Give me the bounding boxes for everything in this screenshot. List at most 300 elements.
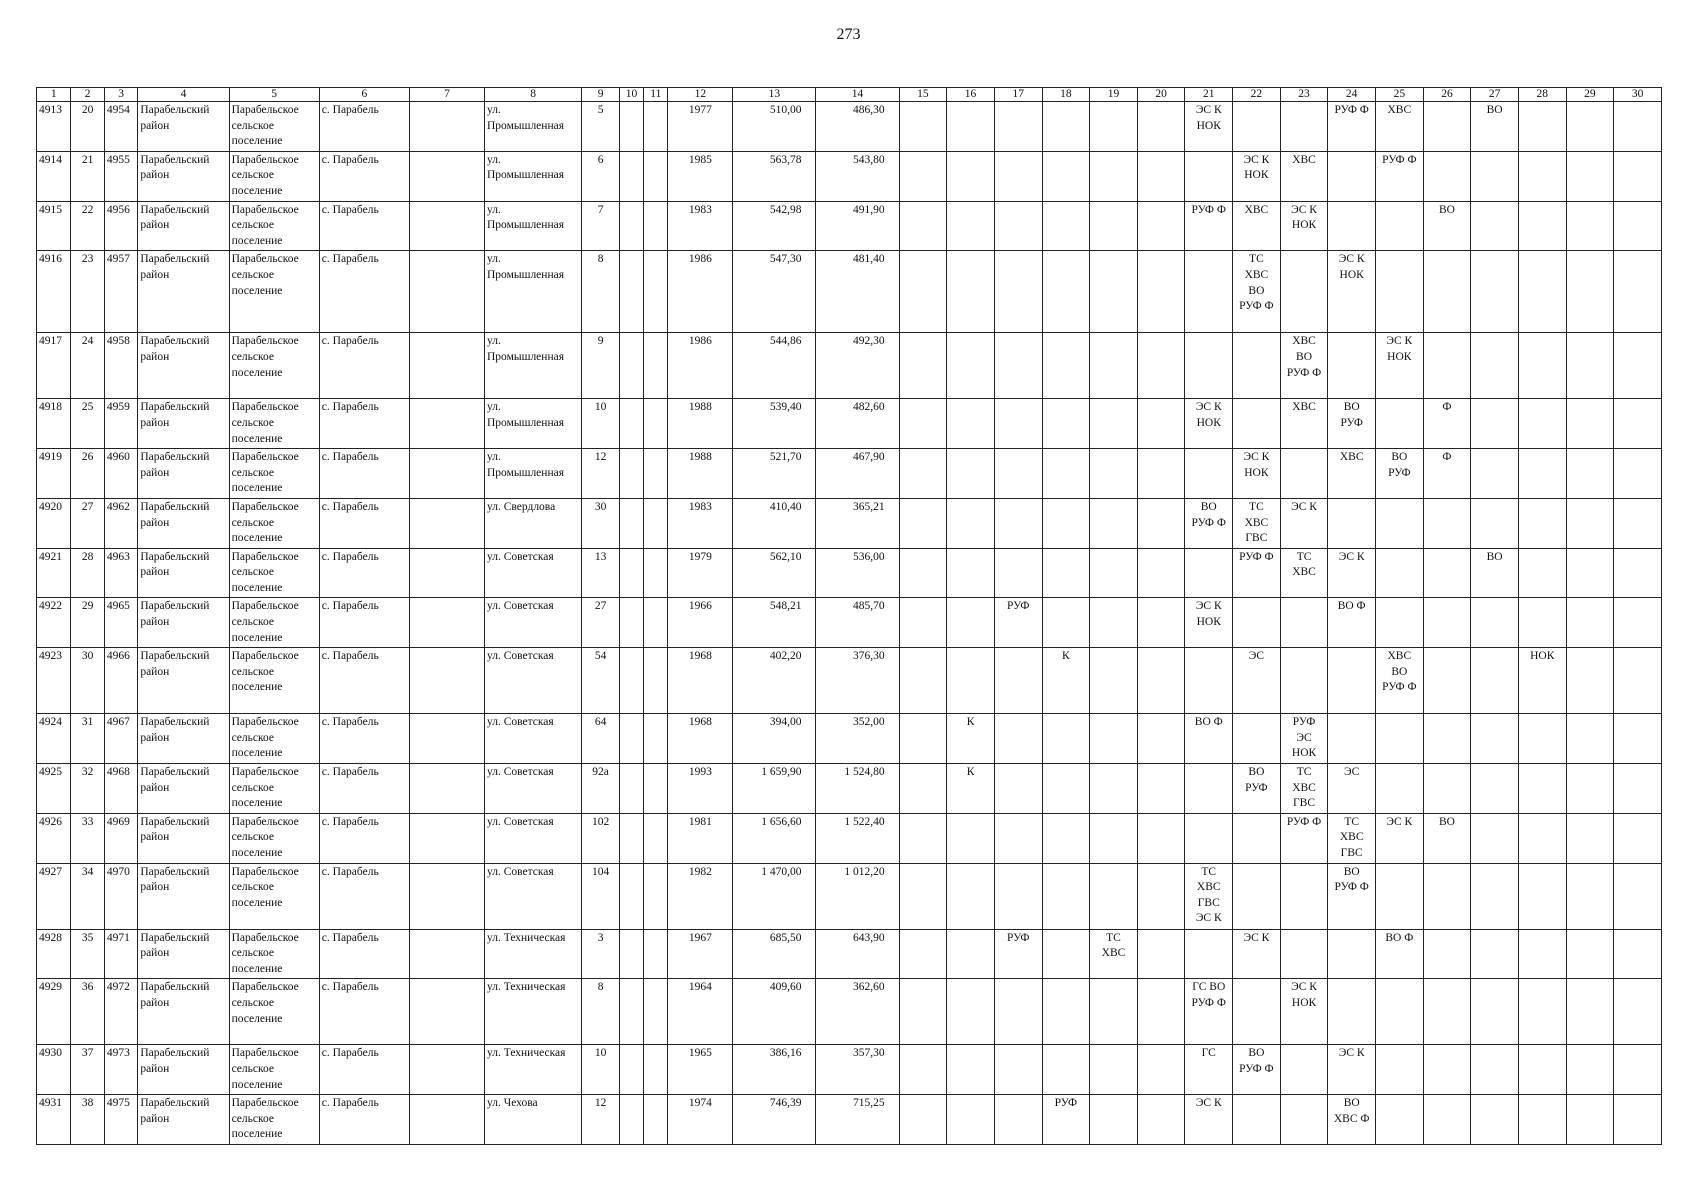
column-header-29: 29 (1566, 88, 1614, 102)
cell-col-19 (1090, 449, 1138, 499)
cell-col-11 (644, 151, 668, 201)
cell-col-27 (1471, 151, 1519, 201)
cell-col-12: 1964 (668, 979, 733, 1045)
cell-col-23 (1280, 1045, 1328, 1095)
cell-col-16 (947, 201, 995, 251)
cell-col-19 (1090, 333, 1138, 399)
cell-col-26 (1423, 648, 1471, 714)
cell-col-17 (994, 449, 1042, 499)
cell-col-17 (994, 648, 1042, 714)
cell-col-24 (1328, 201, 1376, 251)
cell-col-18 (1042, 151, 1090, 201)
column-header-7: 7 (410, 88, 485, 102)
cell-col-5: Парабельское сельское поселение (229, 764, 319, 814)
cell-col-14: 467,90 (816, 449, 899, 499)
cell-col-3: 4958 (104, 333, 137, 399)
cell-col-26 (1423, 598, 1471, 648)
cell-col-20 (1137, 102, 1185, 152)
cell-col-13: 548,21 (733, 598, 816, 648)
cell-col-5: Парабельское сельское поселение (229, 929, 319, 979)
cell-col-9: 104 (582, 863, 620, 929)
cell-col-30 (1614, 764, 1662, 814)
cell-col-17 (994, 1045, 1042, 1095)
cell-col-29 (1566, 764, 1614, 814)
cell-col-8: ул. Техническая (485, 1045, 582, 1095)
cell-col-2: 30 (71, 648, 104, 714)
cell-col-29 (1566, 813, 1614, 863)
cell-col-17 (994, 102, 1042, 152)
cell-col-1: 4923 (37, 648, 71, 714)
cell-col-8: ул. Промышленная (485, 102, 582, 152)
cell-col-24: ЭС К (1328, 548, 1376, 598)
cell-col-5: Парабельское сельское поселение (229, 102, 319, 152)
cell-col-28 (1518, 333, 1566, 399)
cell-col-14: 536,00 (816, 548, 899, 598)
cell-col-22: ЭС (1233, 648, 1281, 714)
cell-col-13: 542,98 (733, 201, 816, 251)
column-header-10: 10 (619, 88, 643, 102)
cell-col-2: 29 (71, 598, 104, 648)
cell-col-28 (1518, 764, 1566, 814)
cell-col-29 (1566, 449, 1614, 499)
cell-col-25 (1376, 764, 1424, 814)
cell-col-29 (1566, 201, 1614, 251)
column-header-12: 12 (668, 88, 733, 102)
cell-col-19 (1090, 979, 1138, 1045)
cell-col-26 (1423, 151, 1471, 201)
cell-col-4: Парабельский район (138, 498, 229, 548)
cell-col-15 (899, 548, 947, 598)
table-row (37, 102, 1662, 152)
cell-col-15 (899, 813, 947, 863)
cell-col-26: ВО (1423, 813, 1471, 863)
cell-col-13: 510,00 (733, 102, 816, 152)
cell-col-13: 547,30 (733, 251, 816, 333)
cell-col-4: Парабельский район (138, 251, 229, 333)
cell-col-6: с. Парабель (319, 598, 409, 648)
cell-col-9: 5 (582, 102, 620, 152)
cell-col-10 (619, 498, 643, 548)
cell-col-28 (1518, 714, 1566, 764)
cell-col-20 (1137, 498, 1185, 548)
cell-col-20 (1137, 648, 1185, 714)
cell-col-26 (1423, 498, 1471, 548)
cell-col-24 (1328, 333, 1376, 399)
cell-col-8: ул. Советская (485, 863, 582, 929)
cell-col-29 (1566, 399, 1614, 449)
cell-col-10 (619, 979, 643, 1045)
cell-col-15 (899, 251, 947, 333)
cell-col-18 (1042, 251, 1090, 333)
cell-col-10 (619, 714, 643, 764)
cell-col-11 (644, 251, 668, 333)
cell-col-7 (410, 498, 485, 548)
cell-col-19 (1090, 714, 1138, 764)
cell-col-15 (899, 598, 947, 648)
cell-col-13: 394,00 (733, 714, 816, 764)
cell-col-28 (1518, 598, 1566, 648)
cell-col-18 (1042, 1045, 1090, 1095)
table-row (37, 598, 1662, 648)
cell-col-10 (619, 333, 643, 399)
cell-col-5: Парабельское сельское поселение (229, 151, 319, 201)
column-header-23: 23 (1280, 88, 1328, 102)
cell-col-24 (1328, 979, 1376, 1045)
cell-col-22: ХВС (1233, 201, 1281, 251)
table-row (37, 813, 1662, 863)
cell-col-30 (1614, 1095, 1662, 1145)
cell-col-6: с. Парабель (319, 498, 409, 548)
cell-col-16: К (947, 714, 995, 764)
cell-col-14: 485,70 (816, 598, 899, 648)
cell-col-21 (1185, 764, 1233, 814)
table-row (37, 863, 1662, 929)
cell-col-26: Ф (1423, 399, 1471, 449)
table-row (37, 399, 1662, 449)
cell-col-18 (1042, 598, 1090, 648)
cell-col-15 (899, 102, 947, 152)
cell-col-23: ЭС К (1280, 498, 1328, 548)
cell-col-4: Парабельский район (138, 102, 229, 152)
cell-col-10 (619, 251, 643, 333)
table-row (37, 929, 1662, 979)
cell-col-15 (899, 764, 947, 814)
column-header-4: 4 (138, 88, 229, 102)
table-row (37, 251, 1662, 333)
cell-col-1: 4925 (37, 764, 71, 814)
cell-col-20 (1137, 979, 1185, 1045)
cell-col-11 (644, 333, 668, 399)
cell-col-22: ТС ХВС ВО РУФ Ф (1233, 251, 1281, 333)
cell-col-1: 4913 (37, 102, 71, 152)
cell-col-21: ВО РУФ Ф (1185, 498, 1233, 548)
cell-col-28 (1518, 151, 1566, 201)
cell-col-9: 10 (582, 1045, 620, 1095)
cell-col-30 (1614, 449, 1662, 499)
cell-col-11 (644, 714, 668, 764)
cell-col-12: 1986 (668, 251, 733, 333)
cell-col-30 (1614, 648, 1662, 714)
cell-col-11 (644, 498, 668, 548)
cell-col-27 (1471, 813, 1519, 863)
cell-col-3: 4962 (104, 498, 137, 548)
cell-col-11 (644, 102, 668, 152)
cell-col-14: 492,30 (816, 333, 899, 399)
cell-col-22 (1233, 598, 1281, 648)
cell-col-6: с. Парабель (319, 449, 409, 499)
column-header-19: 19 (1090, 88, 1138, 102)
cell-col-1: 4931 (37, 1095, 71, 1145)
cell-col-17 (994, 201, 1042, 251)
cell-col-30 (1614, 1045, 1662, 1095)
cell-col-11 (644, 648, 668, 714)
cell-col-29 (1566, 598, 1614, 648)
cell-col-13: 410,40 (733, 498, 816, 548)
cell-col-28 (1518, 251, 1566, 333)
cell-col-27 (1471, 449, 1519, 499)
cell-col-16 (947, 333, 995, 399)
cell-col-15 (899, 498, 947, 548)
cell-col-15 (899, 333, 947, 399)
cell-col-7 (410, 764, 485, 814)
cell-col-1: 4921 (37, 548, 71, 598)
cell-col-4: Парабельский район (138, 929, 229, 979)
cell-col-30 (1614, 251, 1662, 333)
cell-col-16 (947, 813, 995, 863)
cell-col-12: 1993 (668, 764, 733, 814)
cell-col-6: с. Парабель (319, 548, 409, 598)
cell-col-10 (619, 863, 643, 929)
cell-col-30 (1614, 863, 1662, 929)
cell-col-16 (947, 1045, 995, 1095)
cell-col-2: 37 (71, 1045, 104, 1095)
cell-col-8: ул. Советская (485, 598, 582, 648)
cell-col-4: Парабельский район (138, 201, 229, 251)
cell-col-6: с. Парабель (319, 764, 409, 814)
cell-col-7 (410, 399, 485, 449)
cell-col-11 (644, 1095, 668, 1145)
cell-col-16 (947, 102, 995, 152)
cell-col-3: 4960 (104, 449, 137, 499)
cell-col-7 (410, 151, 485, 201)
cell-col-16 (947, 548, 995, 598)
column-header-30: 30 (1614, 88, 1662, 102)
table-row (37, 151, 1662, 201)
cell-col-25 (1376, 399, 1424, 449)
cell-col-19 (1090, 498, 1138, 548)
cell-col-4: Парабельский район (138, 979, 229, 1045)
cell-col-22 (1233, 714, 1281, 764)
cell-col-24: ТС ХВС ГВС (1328, 813, 1376, 863)
column-header-8: 8 (485, 88, 582, 102)
cell-col-20 (1137, 201, 1185, 251)
cell-col-9: 30 (582, 498, 620, 548)
cell-col-29 (1566, 979, 1614, 1045)
cell-col-9: 12 (582, 1095, 620, 1145)
cell-col-11 (644, 598, 668, 648)
cell-col-12: 1983 (668, 201, 733, 251)
cell-col-7 (410, 1045, 485, 1095)
cell-col-10 (619, 399, 643, 449)
cell-col-21: ЭС К (1185, 1095, 1233, 1145)
cell-col-7 (410, 813, 485, 863)
cell-col-27 (1471, 201, 1519, 251)
cell-col-25: ХВС ВО РУФ Ф (1376, 648, 1424, 714)
cell-col-18 (1042, 102, 1090, 152)
cell-col-18 (1042, 714, 1090, 764)
cell-col-29 (1566, 863, 1614, 929)
cell-col-14: 352,00 (816, 714, 899, 764)
cell-col-23 (1280, 1095, 1328, 1145)
cell-col-22: ЭС К НОК (1233, 449, 1281, 499)
cell-col-10 (619, 449, 643, 499)
cell-col-21: ГС ВО РУФ Ф (1185, 979, 1233, 1045)
cell-col-21 (1185, 813, 1233, 863)
cell-col-18 (1042, 548, 1090, 598)
cell-col-26 (1423, 863, 1471, 929)
cell-col-26 (1423, 333, 1471, 399)
cell-col-21 (1185, 151, 1233, 201)
cell-col-7 (410, 449, 485, 499)
cell-col-21 (1185, 449, 1233, 499)
cell-col-19 (1090, 598, 1138, 648)
table-row (37, 449, 1662, 499)
cell-col-23 (1280, 102, 1328, 152)
cell-col-14: 1 524,80 (816, 764, 899, 814)
cell-col-20 (1137, 764, 1185, 814)
cell-col-25 (1376, 1045, 1424, 1095)
cell-col-9: 9 (582, 333, 620, 399)
cell-col-30 (1614, 333, 1662, 399)
cell-col-4: Парабельский район (138, 333, 229, 399)
cell-col-1: 4926 (37, 813, 71, 863)
cell-col-23: ЭС К НОК (1280, 201, 1328, 251)
cell-col-6: с. Парабель (319, 648, 409, 714)
cell-col-16 (947, 648, 995, 714)
cell-col-25: ВО Ф (1376, 929, 1424, 979)
cell-col-18 (1042, 498, 1090, 548)
cell-col-9: 3 (582, 929, 620, 979)
cell-col-28 (1518, 1045, 1566, 1095)
cell-col-2: 23 (71, 251, 104, 333)
cell-col-23 (1280, 929, 1328, 979)
cell-col-21 (1185, 648, 1233, 714)
cell-col-12: 1986 (668, 333, 733, 399)
cell-col-16 (947, 863, 995, 929)
cell-col-10 (619, 1095, 643, 1145)
cell-col-6: с. Парабель (319, 813, 409, 863)
cell-col-22: ТС ХВС ГВС (1233, 498, 1281, 548)
cell-col-19: ТС ХВС (1090, 929, 1138, 979)
cell-col-17 (994, 764, 1042, 814)
cell-col-25 (1376, 863, 1424, 929)
cell-col-2: 34 (71, 863, 104, 929)
cell-col-14: 1 522,40 (816, 813, 899, 863)
cell-col-17 (994, 863, 1042, 929)
column-header-11: 11 (644, 88, 668, 102)
cell-col-10 (619, 1045, 643, 1095)
cell-col-21 (1185, 251, 1233, 333)
cell-col-17: РУФ (994, 598, 1042, 648)
cell-col-10 (619, 548, 643, 598)
cell-col-26 (1423, 102, 1471, 152)
cell-col-22: ЭС К (1233, 929, 1281, 979)
cell-col-18 (1042, 333, 1090, 399)
cell-col-3: 4973 (104, 1045, 137, 1095)
cell-col-27 (1471, 251, 1519, 333)
cell-col-14: 357,30 (816, 1045, 899, 1095)
cell-col-23: РУФ ЭС НОК (1280, 714, 1328, 764)
cell-col-17 (994, 1095, 1042, 1145)
cell-col-20 (1137, 449, 1185, 499)
cell-col-19 (1090, 151, 1138, 201)
column-header-27: 27 (1471, 88, 1519, 102)
cell-col-2: 36 (71, 979, 104, 1045)
cell-col-28 (1518, 929, 1566, 979)
cell-col-10 (619, 929, 643, 979)
cell-col-25: ЭС К НОК (1376, 333, 1424, 399)
cell-col-2: 21 (71, 151, 104, 201)
cell-col-13: 386,16 (733, 1045, 816, 1095)
cell-col-16: К (947, 764, 995, 814)
cell-col-3: 4969 (104, 813, 137, 863)
cell-col-7 (410, 333, 485, 399)
cell-col-5: Парабельское сельское поселение (229, 863, 319, 929)
table-row (37, 498, 1662, 548)
cell-col-25: ХВС (1376, 102, 1424, 152)
cell-col-22: ВО РУФ (1233, 764, 1281, 814)
cell-col-4: Парабельский район (138, 598, 229, 648)
cell-col-28 (1518, 399, 1566, 449)
cell-col-9: 12 (582, 449, 620, 499)
register-table (36, 87, 1662, 1145)
cell-col-13: 402,20 (733, 648, 816, 714)
cell-col-28 (1518, 813, 1566, 863)
cell-col-23: ТС ХВС (1280, 548, 1328, 598)
cell-col-1: 4924 (37, 714, 71, 764)
cell-col-12: 1968 (668, 714, 733, 764)
cell-col-7 (410, 598, 485, 648)
cell-col-20 (1137, 548, 1185, 598)
cell-col-25 (1376, 251, 1424, 333)
column-header-22: 22 (1233, 88, 1281, 102)
cell-col-15 (899, 151, 947, 201)
cell-col-17 (994, 333, 1042, 399)
cell-col-12: 1985 (668, 151, 733, 201)
cell-col-18: РУФ (1042, 1095, 1090, 1145)
cell-col-26 (1423, 979, 1471, 1045)
cell-col-18 (1042, 399, 1090, 449)
cell-col-3: 4967 (104, 714, 137, 764)
cell-col-14: 643,90 (816, 929, 899, 979)
column-header-17: 17 (994, 88, 1042, 102)
cell-col-27 (1471, 333, 1519, 399)
cell-col-18 (1042, 449, 1090, 499)
cell-col-2: 35 (71, 929, 104, 979)
cell-col-19 (1090, 251, 1138, 333)
cell-col-20 (1137, 863, 1185, 929)
cell-col-25 (1376, 498, 1424, 548)
cell-col-24: ВО РУФ Ф (1328, 863, 1376, 929)
cell-col-9: 13 (582, 548, 620, 598)
cell-col-1: 4918 (37, 399, 71, 449)
cell-col-7 (410, 929, 485, 979)
cell-col-27 (1471, 1095, 1519, 1145)
cell-col-28 (1518, 449, 1566, 499)
cell-col-8: ул. Свердлова (485, 498, 582, 548)
cell-col-10 (619, 151, 643, 201)
cell-col-20 (1137, 251, 1185, 333)
cell-col-6: с. Парабель (319, 1095, 409, 1145)
cell-col-14: 715,25 (816, 1095, 899, 1145)
cell-col-2: 24 (71, 333, 104, 399)
cell-col-26 (1423, 714, 1471, 764)
cell-col-30 (1614, 201, 1662, 251)
cell-col-29 (1566, 151, 1614, 201)
cell-col-14: 486,30 (816, 102, 899, 152)
cell-col-22: ЭС К НОК (1233, 151, 1281, 201)
cell-col-23: РУФ Ф (1280, 813, 1328, 863)
cell-col-28 (1518, 1095, 1566, 1145)
cell-col-23: ХВС ВО РУФ Ф (1280, 333, 1328, 399)
cell-col-2: 32 (71, 764, 104, 814)
cell-col-12: 1965 (668, 1045, 733, 1095)
table-row (37, 979, 1662, 1045)
cell-col-24 (1328, 151, 1376, 201)
cell-col-14: 365,21 (816, 498, 899, 548)
cell-col-1: 4916 (37, 251, 71, 333)
cell-col-15 (899, 648, 947, 714)
